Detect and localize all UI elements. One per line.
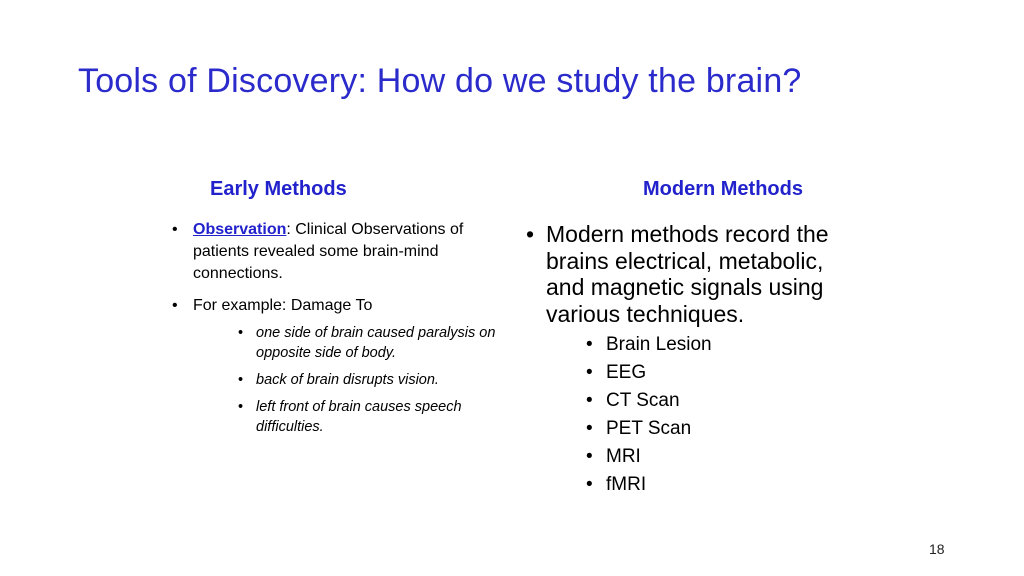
list-item-modern-methods (524, 221, 844, 499)
early-methods-heading: Early Methods (210, 178, 347, 200)
list-item: • CT Scan (584, 387, 844, 415)
list-item-damage (168, 295, 510, 437)
list-item: • one side of brain caused paralysis on opposite side of body. (231, 323, 510, 363)
slide-title: Tools of Discovery: How do we study the brain? (78, 62, 802, 100)
modern-methods-list (524, 221, 844, 499)
list-item: • MRI (584, 443, 844, 471)
observation-term: Observation (193, 221, 287, 238)
list-item: • back of brain disrupts vision. (231, 370, 510, 390)
list-item: • EEG (584, 359, 844, 387)
early-methods-list (168, 219, 510, 437)
list-item-observation (168, 219, 510, 285)
damage-sub-list (193, 323, 510, 437)
page-number: 18 (929, 541, 945, 557)
list-item: • left front of brain causes speech difficulties. (231, 397, 510, 437)
early-methods-content (168, 219, 510, 447)
modern-methods-heading: Modern Methods (643, 178, 803, 200)
techniques-sub-list (546, 331, 844, 499)
modern-methods-content (524, 221, 844, 499)
list-item: • Brain Lesion (584, 331, 844, 359)
observation-text: : Clinical Observations of patients revealed some brain-mind connections. (193, 221, 464, 282)
list-item: • fMRI (584, 471, 844, 499)
list-item: • PET Scan (584, 415, 844, 443)
damage-intro-text: For example: Damage To (193, 297, 373, 314)
modern-methods-text: Modern methods record the brains electrical, metabolic, and magnetic signals using various techniques. (546, 221, 829, 327)
